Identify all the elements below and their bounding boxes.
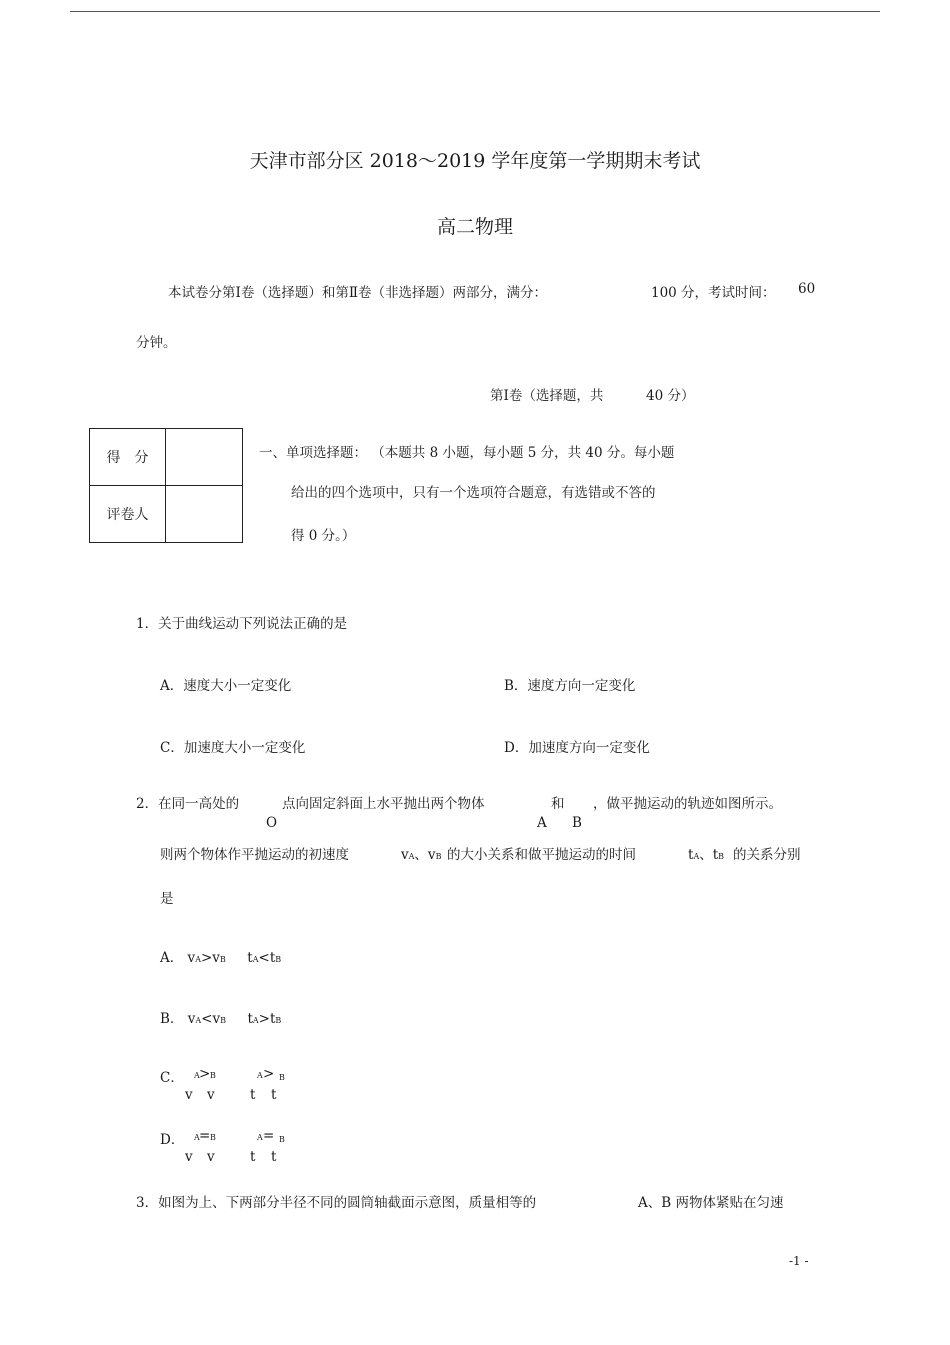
q2-stem-d: ，做平抛运动的轨迹如图所示。	[593, 796, 782, 812]
q2-option-b: B． vA<vB tA>tB	[160, 1011, 282, 1027]
q2-line2-b: 的大小关系和做平抛运动的时间	[447, 847, 636, 863]
q2-object-a: A	[537, 815, 547, 831]
q2-time-vars: tA、tB	[688, 847, 725, 863]
q1-option-a: A．速度大小一定变化	[160, 678, 292, 694]
intro-line1: 本试卷分第Ⅰ卷（选择题）和第Ⅱ卷（非选择题）两部分，满分：	[168, 285, 548, 301]
q2-stem-c: 和	[551, 796, 565, 812]
score-label: 得 分	[90, 429, 166, 486]
q1-option-c: C．加速度大小一定变化	[160, 740, 306, 756]
q1-option-b: B．速度方向一定变化	[504, 678, 636, 694]
section1-line2: 给出的四个选项中，只有一个选项符合题意，有选错或不答的	[291, 485, 656, 501]
part1-heading-right: 40 分）	[646, 388, 695, 404]
section1-line3: 得 0 分。）	[291, 528, 356, 544]
q3-stem-b: A、B 两物体紧贴在匀速	[638, 1195, 784, 1211]
intro-time: 60	[798, 281, 816, 297]
section1-line1: 一、单项选择题： （本题共 8 小题，每小题 5 分，共 40 分。每小题	[259, 445, 675, 461]
grader-label: 评卷人	[90, 486, 166, 543]
top-rule	[70, 11, 880, 12]
q1-stem: 1．关于曲线运动下列说法正确的是	[136, 616, 348, 632]
exam-title: 天津市部分区 2018～2019 学年度第一学期期末考试	[249, 150, 701, 172]
subject-title: 高二物理	[436, 216, 513, 238]
intro-line2: 分钟。	[136, 335, 177, 351]
page-number: -1 -	[789, 1254, 809, 1268]
q2-line3: 是	[160, 891, 174, 907]
q1-option-d: D．加速度方向一定变化	[504, 740, 650, 756]
q2-object-b: B	[572, 815, 582, 831]
q2-point-o: O	[266, 815, 278, 831]
q2-stem-a: 2．在同一高处的	[136, 796, 240, 812]
q2-line2-c: 的关系分别	[733, 847, 801, 863]
part1-heading-left: 第Ⅰ卷（选择题，共	[490, 388, 604, 404]
score-table	[89, 428, 243, 543]
q2-velocity-vars: vA、vB	[401, 847, 442, 863]
grader-box	[166, 486, 243, 543]
q3-stem-a: 3．如图为上、下两部分半径不同的圆筒轴截面示意图，质量相等的	[136, 1195, 537, 1211]
q2-line2-a: 则两个物体作平抛运动的初速度	[160, 847, 349, 863]
q2-option-a: A． vA>vB tA<tB	[160, 950, 282, 966]
q2-stem-b: 点向固定斜面上水平抛出两个物体	[282, 796, 485, 812]
score-box	[166, 429, 243, 486]
intro-full-score: 100 分，考试时间：	[651, 285, 776, 301]
